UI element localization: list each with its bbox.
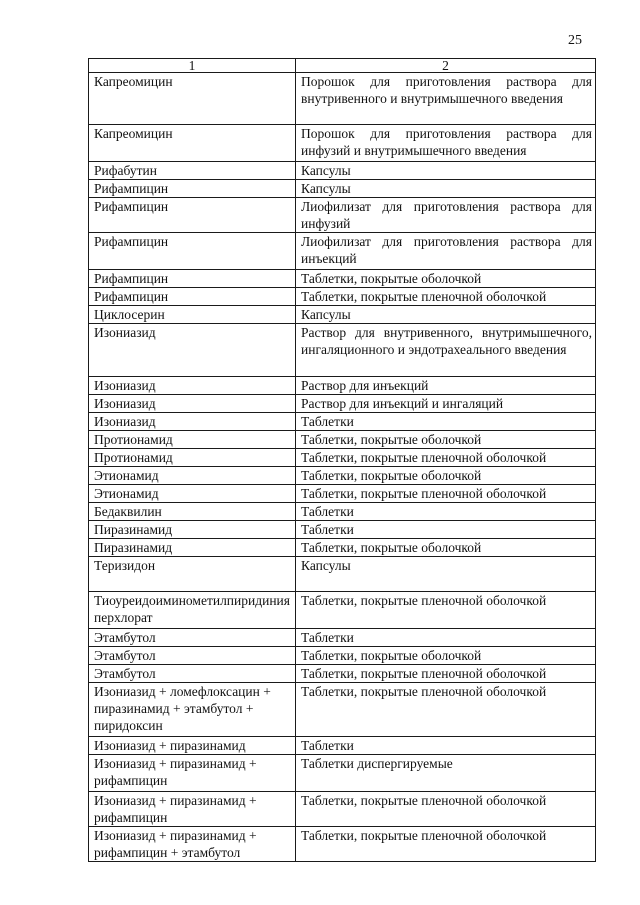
dosage-form-cell: Таблетки, покрытые пленочной оболочкой	[296, 485, 596, 503]
table-row	[89, 377, 596, 395]
drug-name-cell: Рифампицин	[89, 270, 296, 288]
dosage-form-cell: Таблетки, покрытые оболочкой	[296, 539, 596, 557]
dosage-form-cell: Таблетки, покрытые оболочкой	[296, 467, 596, 485]
table-row	[89, 737, 596, 755]
dosage-form-cell: Таблетки	[296, 413, 596, 431]
table-row	[89, 162, 596, 180]
drug-name-cell: Пиразинамид	[89, 521, 296, 539]
table-row	[89, 827, 596, 862]
drug-name-cell: Пиразинамид	[89, 539, 296, 557]
drug-name-cell: Рифампицин	[89, 198, 296, 233]
drug-name-cell: Этамбутол	[89, 647, 296, 665]
table-row	[89, 233, 596, 270]
dosage-form-cell: Таблетки диспергируемые	[296, 755, 596, 792]
dosage-form-cell: Лиофилизат для приготовления раствора для инфузий	[296, 198, 596, 233]
table-row	[89, 324, 596, 377]
table-row	[89, 792, 596, 827]
drug-name-cell: Этионамид	[89, 485, 296, 503]
table-row	[89, 288, 596, 306]
table-row	[89, 521, 596, 539]
dosage-form-cell: Таблетки, покрытые оболочкой	[296, 647, 596, 665]
table-row	[89, 485, 596, 503]
drug-name-cell: Циклосерин	[89, 306, 296, 324]
dosage-form-cell: Таблетки	[296, 521, 596, 539]
dosage-form-cell: Капсулы	[296, 557, 596, 592]
table-body	[89, 73, 596, 862]
table-row	[89, 592, 596, 629]
table-row	[89, 449, 596, 467]
dosage-form-cell: Лиофилизат для приготовления раствора для инъекций	[296, 233, 596, 270]
table-row	[89, 755, 596, 792]
drug-name-cell: Протионамид	[89, 431, 296, 449]
table-row	[89, 683, 596, 737]
table-row	[89, 665, 596, 683]
table-row	[89, 413, 596, 431]
drug-name-cell: Изониазид	[89, 413, 296, 431]
drug-name-cell: Этамбутол	[89, 629, 296, 647]
table-row	[89, 629, 596, 647]
drug-name-cell: Капреомицин	[89, 125, 296, 162]
drug-name-cell: Этамбутол	[89, 665, 296, 683]
table-row	[89, 467, 596, 485]
dosage-form-cell: Таблетки, покрытые пленочной оболочкой	[296, 449, 596, 467]
table-row	[89, 647, 596, 665]
drug-name-cell: Рифампицин	[89, 288, 296, 306]
dosage-form-cell: Капсулы	[296, 180, 596, 198]
drug-name-cell: Изониазид + пиразинамид + рифампицин	[89, 755, 296, 792]
table-row	[89, 431, 596, 449]
drug-name-cell: Рифабутин	[89, 162, 296, 180]
table-header-row	[89, 59, 596, 73]
table-row	[89, 125, 596, 162]
column-header-2: 2	[296, 59, 596, 73]
dosage-form-cell: Таблетки, покрытые пленочной оболочкой	[296, 683, 596, 737]
dosage-form-cell: Таблетки	[296, 503, 596, 521]
dosage-form-cell: Таблетки	[296, 737, 596, 755]
dosage-form-cell: Таблетки, покрытые пленочной оболочкой	[296, 665, 596, 683]
page-number: 25	[568, 33, 582, 48]
dosage-form-cell: Раствор для инъекций и ингаляций	[296, 395, 596, 413]
dosage-form-cell: Таблетки	[296, 629, 596, 647]
dosage-form-cell: Раствор для инъекций	[296, 377, 596, 395]
table-row	[89, 198, 596, 233]
dosage-form-cell: Порошок для приготовления раствора для внутривенного и внутримышечного введения	[296, 73, 596, 125]
dosage-form-cell: Таблетки, покрытые пленочной оболочкой	[296, 792, 596, 827]
drug-name-cell: Изониазид + пиразинамид	[89, 737, 296, 755]
dosage-form-cell: Порошок для приготовления раствора для инфузий и внутримышечного введения	[296, 125, 596, 162]
drug-name-cell: Тиоуреидоиминометилпиридиния перхлорат	[89, 592, 296, 629]
drug-name-cell: Изониазид + пиразинамид + рифампицин	[89, 792, 296, 827]
drug-name-cell: Теризидон	[89, 557, 296, 592]
table-row	[89, 73, 596, 125]
drug-name-cell: Изониазид	[89, 324, 296, 377]
drug-name-cell: Изониазид	[89, 377, 296, 395]
dosage-form-cell: Таблетки, покрытые пленочной оболочкой	[296, 288, 596, 306]
drug-forms-table	[88, 58, 596, 862]
table-row	[89, 539, 596, 557]
dosage-form-cell: Таблетки, покрытые пленочной оболочкой	[296, 592, 596, 629]
drug-name-cell: Бедаквилин	[89, 503, 296, 521]
table-row	[89, 270, 596, 288]
drug-name-cell: Этионамид	[89, 467, 296, 485]
table-row	[89, 503, 596, 521]
drug-name-cell: Рифампицин	[89, 180, 296, 198]
drug-name-cell: Протионамид	[89, 449, 296, 467]
dosage-form-cell: Раствор для внутривенного, внутримышечного, ингаляционного и эндотрахеального введения	[296, 324, 596, 377]
drug-name-cell: Изониазид	[89, 395, 296, 413]
table-row	[89, 557, 596, 592]
drug-name-cell: Рифампицин	[89, 233, 296, 270]
table-row	[89, 180, 596, 198]
column-header-1: 1	[89, 59, 296, 73]
drug-name-cell: Изониазид + пиразинамид + рифампицин + этамбутол	[89, 827, 296, 862]
dosage-form-cell: Таблетки, покрытые оболочкой	[296, 270, 596, 288]
dosage-form-cell: Таблетки, покрытые оболочкой	[296, 431, 596, 449]
dosage-form-cell: Капсулы	[296, 162, 596, 180]
dosage-form-cell: Капсулы	[296, 306, 596, 324]
table-row	[89, 306, 596, 324]
table-row	[89, 395, 596, 413]
drug-name-cell: Изониазид + ломефлоксацин + пиразинамид + этамбутол + пиридоксин	[89, 683, 296, 737]
drug-name-cell: Капреомицин	[89, 73, 296, 125]
dosage-form-cell: Таблетки, покрытые пленочной оболочкой	[296, 827, 596, 862]
